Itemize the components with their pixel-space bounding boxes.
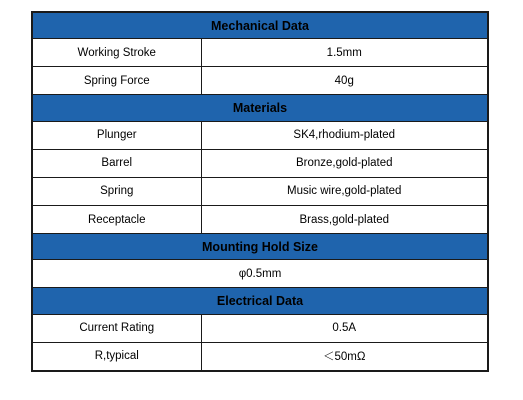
row-label: R,typical xyxy=(32,342,201,371)
section-header-mechanical xyxy=(32,12,488,39)
table-row xyxy=(32,206,488,234)
row-label: Receptacle xyxy=(32,206,201,234)
section-header-mounting xyxy=(32,234,488,260)
row-value: SK4,rhodium-plated xyxy=(201,121,488,149)
table-row xyxy=(32,67,488,95)
section-title: Electrical Data xyxy=(32,288,488,314)
section-header-materials xyxy=(32,95,488,121)
section-header-electrical xyxy=(32,288,488,314)
section-title: Materials xyxy=(32,95,488,121)
row-value: Music wire,gold-plated xyxy=(201,177,488,205)
row-label: Current Rating xyxy=(32,314,201,342)
row-value: 1.5mm xyxy=(201,39,488,67)
row-label: Barrel xyxy=(32,149,201,177)
table-row xyxy=(32,177,488,205)
table-row xyxy=(32,314,488,342)
table-row xyxy=(32,121,488,149)
row-label: Plunger xyxy=(32,121,201,149)
row-value: Brass,gold-plated xyxy=(201,206,488,234)
section-title: Mechanical Data xyxy=(32,12,488,39)
row-value: 0.5A xyxy=(201,314,488,342)
mounting-hole-value: φ0.5mm xyxy=(32,260,488,288)
row-label: Spring Force xyxy=(32,67,201,95)
spec-table xyxy=(31,11,489,372)
row-label: Working Stroke xyxy=(32,39,201,67)
table-row xyxy=(32,260,488,288)
row-value: Bronze,gold-plated xyxy=(201,149,488,177)
section-title: Mounting Hold Size xyxy=(32,234,488,260)
table-row xyxy=(32,39,488,67)
table-row xyxy=(32,149,488,177)
row-value: ＜50mΩ xyxy=(201,342,488,371)
table-row xyxy=(32,342,488,371)
row-value: 40g xyxy=(201,67,488,95)
row-label: Spring xyxy=(32,177,201,205)
